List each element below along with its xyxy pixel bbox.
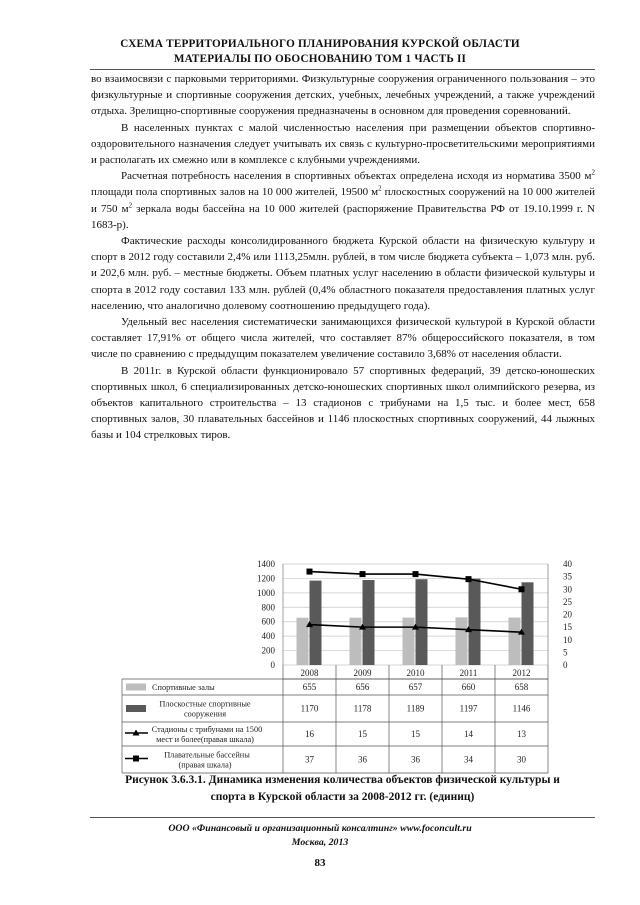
table-cell: 15 — [358, 729, 367, 739]
table-cell: 14 — [464, 729, 473, 739]
point-pools — [413, 571, 419, 577]
header-title: СХЕМА ТЕРРИТОРИАЛЬНОГО ПЛАНИРОВАНИЯ КУРСКОЙ ОБЛАСТИ — [120, 38, 520, 50]
right-axis-tick-label: 20 — [563, 609, 572, 620]
table-cell: 1146 — [512, 703, 531, 714]
category-label: 2012 — [512, 668, 531, 678]
caption-line-1: Рисунок 3.6.3.1. Динамика изменения количества объектов физической культуры и — [125, 774, 560, 786]
category-label: 2008 — [300, 668, 319, 678]
left-axis-tick-label: 1200 — [257, 573, 275, 584]
left-axis-tick-label: 1000 — [257, 587, 275, 598]
table-cell: 13 — [517, 729, 526, 739]
category-label: 2009 — [353, 668, 372, 678]
table-cell: 15 — [411, 729, 420, 739]
bar-sport-halls — [350, 618, 362, 665]
point-pools — [519, 586, 525, 592]
legend-label: Плавательные бассейны — [164, 750, 250, 760]
legend-key-bar — [126, 705, 146, 712]
legend-label: Плоскостные спортивные — [159, 699, 251, 709]
legend-label: Стадионы с трибунами на 1500 — [151, 725, 263, 734]
bar-sport-halls — [403, 618, 415, 665]
paragraph-2: В населенных пунктах с малой численностью населения при размещении объектов спортивно-оздоровительного назначения следует учитывать их связь с культурно-просветительскими мероприятиями и располагать их смежно или в комплексе с клубными учреждениями. — [91, 121, 595, 167]
table-cell: 37 — [305, 754, 314, 765]
bar-sport-halls — [509, 618, 521, 665]
right-axis-tick-label: 40 — [563, 559, 572, 569]
table-cell: 658 — [514, 682, 529, 692]
right-axis-tick-label: 30 — [563, 584, 572, 595]
right-axis-tick-label: 25 — [563, 596, 572, 607]
table-cell: 1170 — [300, 703, 319, 714]
right-axis-tick-label: 15 — [563, 622, 572, 633]
bar-flat-facilities — [363, 580, 375, 665]
table-cell: 16 — [305, 729, 314, 739]
bar-sport-halls — [456, 617, 468, 665]
right-axis-tick-label: 10 — [563, 634, 572, 645]
legend-label: (правая шкала) — [178, 760, 232, 770]
left-axis-tick-label: 200 — [261, 645, 275, 656]
table-cell: 36 — [411, 754, 420, 765]
paragraph-6: В 2011г. в Курской области функционировало 57 спортивных федераций, 39 детско-юношеских спортивных школ, 6 специализированных детско-юношеских спортивных школ олимпийского резерва, из объектов капитального строительства – 13 стадионов с трибунами на 1,5 тыс. и более мест, 658 спортивных залов, 30 плавательных бассейнов и 1146 плоскостных спортивных сооружений, 44 лыжных базы и 104 стрелковых тиров. — [91, 364, 595, 442]
table-cell: 34 — [464, 754, 473, 765]
table-cell: 36 — [358, 754, 367, 765]
table-cell: 655 — [302, 682, 317, 692]
bar-sport-halls — [297, 618, 309, 665]
page-number: 83 — [314, 857, 326, 869]
figure-caption — [90, 772, 595, 806]
left-axis-tick-label: 800 — [261, 602, 275, 613]
paragraph-4: Фактические расходы консолидированного бюджета Курской области на физическую культуру и спорт в 2012 году составили 2,4% или 1113,25млн. рублей, в том числе бюджета субъекта – 1,073 млн. руб. и 202,6 млн. руб. – местные бюджеты. Объем платных услуг населению в области физической культуры и спорта в 2012 году составил 133 млн. рублей (0,4% областного показателя предоставления платных услуг населению, что аналогично долевому соотношению предыдущего года). — [91, 235, 595, 312]
bar-flat-facilities — [522, 582, 534, 665]
bar-flat-facilities — [310, 581, 322, 665]
table-cell: 657 — [408, 682, 423, 692]
bar-flat-facilities — [416, 579, 428, 665]
table-cell: 1197 — [459, 703, 478, 714]
category-label: 2010 — [406, 668, 425, 678]
paragraph-1: во взаимосвязи с парковыми территориями. Физкультурные сооружения ограниченного пользования – это физкультурные и спортивные сооружения детских, учебных, лечебных учреждений, а также учреждений отдыха. Зрелищно-спортивные сооружения предназначены в основном для проведения соревнований. — [91, 73, 595, 118]
header-subtitle: МАТЕРИАЛЫ ПО ОБОСНОВАНИЮ ТОМ 1 ЧАСТЬ II — [173, 53, 467, 65]
footer-company: ООО «Финансовый и организационный консалтинг» www.foconcult.ru — [168, 823, 472, 834]
left-axis-tick-label: 0 — [270, 660, 275, 670]
legend-label: сооружения — [183, 709, 227, 719]
table-cell: 1178 — [353, 703, 372, 714]
caption-line-2: спорта в Курской области за 2008-2012 гг. (единиц) — [210, 791, 475, 803]
left-axis-tick-label: 600 — [261, 616, 275, 627]
footer-city-year: Москва, 2013 — [291, 837, 349, 848]
legend-label: мест и более(правая шкала) — [156, 735, 254, 744]
bar-flat-facilities — [469, 579, 481, 665]
point-pools — [360, 571, 366, 577]
table-cell: 1189 — [406, 703, 425, 714]
point-pools — [466, 576, 472, 582]
table-cell: 656 — [355, 682, 370, 692]
left-axis-tick-label: 1400 — [257, 559, 275, 569]
right-axis-tick-label: 35 — [563, 571, 572, 582]
legend-key-marker — [133, 756, 139, 762]
paragraph-3: Расчетная потребность населения в спортивных объектах определена исходя из норматива 3500 $м^2$ площади пола спортивных залов на 10 000 жителей, 19500 $м^2$ плоскостных сооружений на 10 000 жителей и 750 $м^2$ зеркала воды бассейна на 10 000 жителей (распоряжение Правительства РФ от 19.10.1999 г. N 1683-р). — [91, 168, 595, 231]
legend-label: Спортивные залы — [152, 683, 215, 692]
paragraph-5: Удельный вес населения систематически занимающихся физической культурой в Курской области составляет 17,91% от общего числа жителей, что составляет 87% общероссийского показателя, в том числе по сравнению с предыдущим показателем увеличение составило 3,68% от населения области. — [91, 316, 595, 361]
right-axis-tick-label: 0 — [563, 660, 568, 670]
left-axis-tick-label: 400 — [261, 631, 275, 642]
table-cell: 30 — [517, 754, 526, 765]
right-axis-tick-label: 5 — [563, 647, 568, 658]
footer-rule — [90, 817, 595, 818]
table-cell: 660 — [461, 682, 476, 692]
legend-key-bar — [126, 684, 146, 691]
category-label: 2011 — [459, 668, 478, 678]
point-pools — [307, 569, 313, 575]
